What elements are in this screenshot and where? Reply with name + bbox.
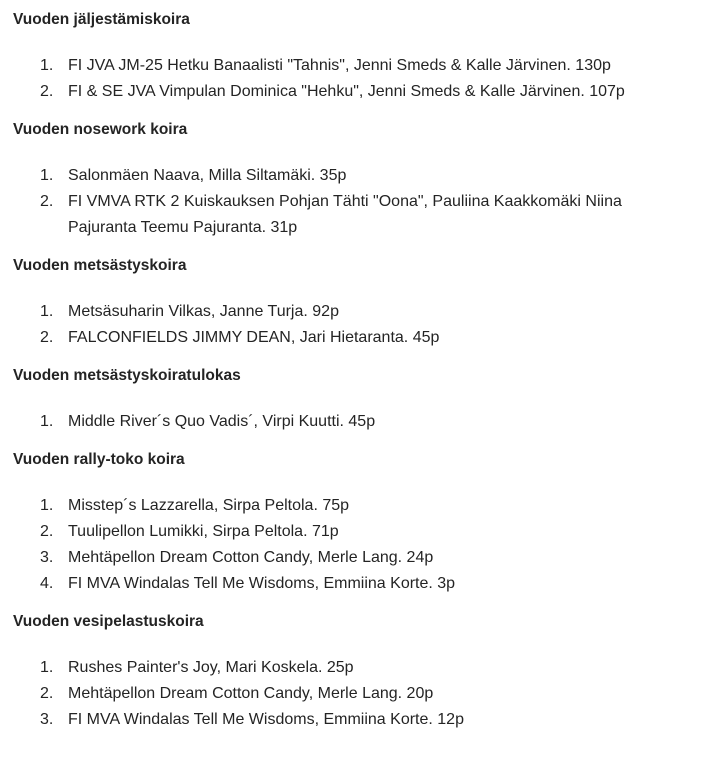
- list-item-text: Rushes Painter's Joy, Mari Koskela. 25p: [68, 659, 354, 676]
- ranking-list: [13, 163, 708, 241]
- ranking-list: [13, 53, 708, 105]
- list-item: [13, 571, 708, 597]
- list-item: [13, 655, 708, 681]
- list-item-text: FI MVA Windalas Tell Me Wisdoms, Emmiina Korte. 12p: [68, 711, 464, 728]
- list-number: 4.: [40, 575, 54, 592]
- list-item-text: FI VMVA RTK 2 Kuiskauksen Pohjan Tähti "Oona", Pauliina Kaakkomäki Niina Pajuranta Teemu Pajuranta. 31p: [68, 193, 622, 236]
- list-item-text: Tuulipellon Lumikki, Sirpa Peltola. 71p: [68, 523, 339, 540]
- award-section: [13, 9, 708, 105]
- list-item: [13, 707, 708, 733]
- list-item: [13, 519, 708, 545]
- list-number: 1.: [40, 57, 54, 74]
- ranking-list: [13, 493, 708, 597]
- award-section: [13, 255, 708, 351]
- list-number: 1.: [40, 413, 54, 430]
- section-heading: Vuoden jäljestämiskoira: [13, 11, 190, 28]
- list-item: [13, 299, 708, 325]
- ranking-list: [13, 409, 708, 435]
- list-item: [13, 325, 708, 351]
- section-heading: Vuoden rally-toko koira: [13, 451, 185, 468]
- list-item-text: FI & SE JVA Vimpulan Dominica "Hehku", Jenni Smeds & Kalle Järvinen. 107p: [68, 83, 625, 100]
- list-number: 3.: [40, 549, 54, 566]
- ranking-list: [13, 655, 708, 733]
- award-section: [13, 119, 708, 241]
- list-item-text: Mehtäpellon Dream Cotton Candy, Merle Lang. 20p: [68, 685, 434, 702]
- list-item-text: FI MVA Windalas Tell Me Wisdoms, Emmiina Korte. 3p: [68, 575, 456, 592]
- list-number: 2.: [40, 193, 54, 210]
- list-number: 1.: [40, 167, 54, 184]
- list-number: 1.: [40, 303, 54, 320]
- section-heading: Vuoden metsästyskoiratulokas: [13, 367, 241, 384]
- award-section: [13, 365, 708, 435]
- list-item-text: Middle River´s Quo Vadis´, Virpi Kuutti. 45p: [68, 413, 376, 430]
- list-item-text: FI JVA JM-25 Hetku Banaalisti "Tahnis", Jenni Smeds & Kalle Järvinen. 130p: [68, 57, 611, 74]
- list-item: [13, 493, 708, 519]
- list-item: [13, 681, 708, 707]
- list-number: 1.: [40, 659, 54, 676]
- list-item: [13, 545, 708, 571]
- list-item: [13, 409, 708, 435]
- list-item-text: Metsäsuharin Vilkas, Janne Turja. 92p: [68, 303, 339, 320]
- ranking-list: [13, 299, 708, 351]
- list-item: [13, 53, 708, 79]
- section-heading: Vuoden vesipelastuskoira: [13, 613, 204, 630]
- list-item: [13, 189, 708, 241]
- section-heading: Vuoden metsästyskoira: [13, 257, 187, 274]
- list-item-text: Mehtäpellon Dream Cotton Candy, Merle Lang. 24p: [68, 549, 434, 566]
- list-number: 2.: [40, 329, 54, 346]
- section-heading: Vuoden nosework koira: [13, 121, 188, 138]
- award-section: [13, 611, 708, 733]
- list-number: 2.: [40, 83, 54, 100]
- list-item: [13, 79, 708, 105]
- award-section: [13, 449, 708, 597]
- list-number: 2.: [40, 685, 54, 702]
- list-item-text: Misstep´s Lazzarella, Sirpa Peltola. 75p: [68, 497, 350, 514]
- list-number: 3.: [40, 711, 54, 728]
- list-item-text: FALCONFIELDS JIMMY DEAN, Jari Hietaranta. 45p: [68, 329, 440, 346]
- list-number: 2.: [40, 523, 54, 540]
- list-item-text: Salonmäen Naava, Milla Siltamäki. 35p: [68, 167, 347, 184]
- list-item: [13, 163, 708, 189]
- list-number: 1.: [40, 497, 54, 514]
